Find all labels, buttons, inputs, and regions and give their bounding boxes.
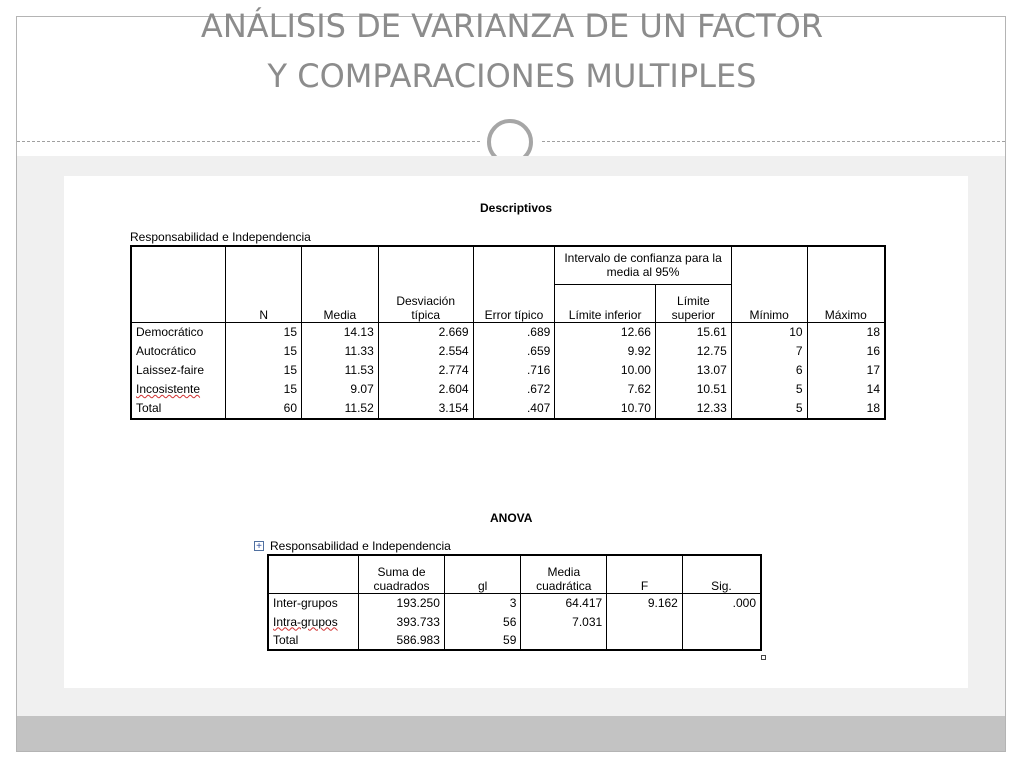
- cell-limite-inferior: 10.70: [555, 399, 656, 419]
- table-row: [268, 631, 761, 650]
- descriptivos-title: Descriptivos: [480, 201, 553, 215]
- cell-minimo: 5: [731, 380, 807, 399]
- row-label: Total: [268, 631, 359, 650]
- table-row: [268, 612, 761, 631]
- header-gl: gl: [444, 555, 521, 593]
- cell-maximo: 16: [866, 344, 880, 358]
- cell-limite-superior: 12.75: [655, 342, 731, 361]
- cell-sig: [682, 612, 761, 631]
- cell-limite-inferior: 10.00: [555, 361, 656, 380]
- table-row: [131, 399, 885, 419]
- cell-maximo: 14: [866, 382, 880, 396]
- cell-media: 9.07: [302, 380, 379, 399]
- header-media-cuadratica: Media cuadrática: [521, 555, 607, 593]
- cell-limite-inferior: 9.92: [555, 342, 656, 361]
- row-label: [131, 380, 226, 399]
- header-f: F: [607, 555, 683, 593]
- row-label: Laissez-faire: [131, 361, 226, 380]
- row-label: [268, 612, 359, 631]
- cell-gl: 59: [444, 631, 521, 650]
- table-row: [268, 593, 761, 612]
- cell-error: .672: [473, 380, 555, 399]
- cell-n: 15: [226, 361, 302, 380]
- descriptivos-variable: Responsabilidad e Independencia: [130, 230, 311, 244]
- cell-f: [607, 612, 683, 631]
- cell-limite-superior: 12.33: [655, 399, 731, 419]
- cell-media: 11.52: [302, 399, 379, 419]
- cell-error: .716: [473, 361, 555, 380]
- row-label-text: Intra-grupos: [273, 614, 338, 629]
- cell-error: .689: [473, 322, 555, 342]
- header-limite-inferior: Límite inferior: [555, 284, 656, 322]
- header-maximo: Máximo: [807, 246, 885, 322]
- header-suma: Suma de cuadrados: [359, 555, 445, 593]
- cell-limite-superior: 15.61: [655, 322, 731, 342]
- cell-minimo: 10: [731, 322, 807, 342]
- cell-sig: .000: [732, 595, 756, 610]
- header-intervalo: Intervalo de confianza para la media al 95%: [555, 246, 731, 284]
- table-row: [131, 342, 885, 361]
- cell-limite-inferior: 7.62: [555, 380, 656, 399]
- descriptivos-table: [130, 245, 886, 420]
- cell-f: [607, 631, 683, 650]
- cell-sig: [682, 631, 761, 650]
- cell-suma: 393.733: [359, 612, 445, 631]
- cell-desviacion: 2.669: [378, 322, 473, 342]
- row-label: Autocrático: [131, 342, 226, 361]
- slide-title-line2: Y COMPARACIONES MULTIPLES: [267, 57, 757, 95]
- cell-suma: 193.250: [359, 593, 445, 612]
- table-row: [131, 361, 885, 380]
- cell-media: 14.13: [302, 322, 379, 342]
- cell-error: .659: [473, 342, 555, 361]
- cell-error: .407: [473, 399, 555, 419]
- cell-minimo: 6: [731, 361, 807, 380]
- cell-n: 60: [226, 399, 302, 419]
- cell-gl: 56: [444, 612, 521, 631]
- row-label: Inter-grupos: [268, 593, 359, 612]
- cell-media-cuadratica: [521, 631, 607, 650]
- cell-desviacion: 2.604: [378, 380, 473, 399]
- cell-desviacion: 2.554: [378, 342, 473, 361]
- cell-suma: 586.983: [359, 631, 445, 650]
- table-row: [131, 380, 885, 399]
- header-empty: [131, 246, 226, 322]
- cell-maximo: 18: [866, 325, 880, 339]
- slide-title-line1: ANÁLISIS DE VARIANZA DE UN FACTOR: [200, 7, 824, 45]
- header-desviacion: Desviación típica: [378, 246, 473, 322]
- cell-maximo: 17: [866, 363, 880, 377]
- cell-maximo: 18: [866, 401, 880, 415]
- cell-desviacion: 2.774: [378, 361, 473, 380]
- footer-band: [17, 716, 1005, 751]
- resize-handle-icon[interactable]: [761, 655, 766, 660]
- row-label: Total: [131, 399, 226, 419]
- cell-n: 15: [226, 380, 302, 399]
- cell-desviacion: 3.154: [378, 399, 473, 419]
- anova-variable: Responsabilidad e Independencia: [270, 539, 451, 553]
- cell-minimo: 7: [731, 342, 807, 361]
- header-limite-superior: Límite superior: [655, 284, 731, 322]
- cell-minimo: 5: [731, 399, 807, 419]
- row-label: Democrático: [131, 322, 226, 342]
- cell-media-cuadratica: 64.417: [521, 593, 607, 612]
- cell-limite-superior: 13.07: [655, 361, 731, 380]
- move-handle-icon[interactable]: +: [254, 541, 264, 551]
- slide-title: [0, 7, 1024, 98]
- anova-title: ANOVA: [490, 511, 533, 525]
- header-empty: [268, 555, 359, 593]
- cell-limite-superior: 10.51: [655, 380, 731, 399]
- header-sig: Sig.: [682, 555, 761, 593]
- cell-n: 15: [226, 342, 302, 361]
- table-row: [131, 322, 885, 342]
- cell-f: 9.162: [607, 593, 683, 612]
- cell-n: 15: [226, 322, 302, 342]
- cell-media-cuadratica: 7.031: [521, 612, 607, 631]
- cell-media: 11.33: [302, 342, 379, 361]
- anova-table: [267, 554, 762, 651]
- cell-limite-inferior: 12.66: [555, 322, 656, 342]
- cell-media: 11.53: [302, 361, 379, 380]
- header-minimo: Mínimo: [731, 246, 807, 322]
- row-label-text: Incosistente: [136, 382, 201, 396]
- header-n: N: [226, 246, 302, 322]
- header-media: Media: [302, 246, 379, 322]
- header-error: Error típico: [473, 246, 555, 322]
- cell-gl: 3: [444, 593, 521, 612]
